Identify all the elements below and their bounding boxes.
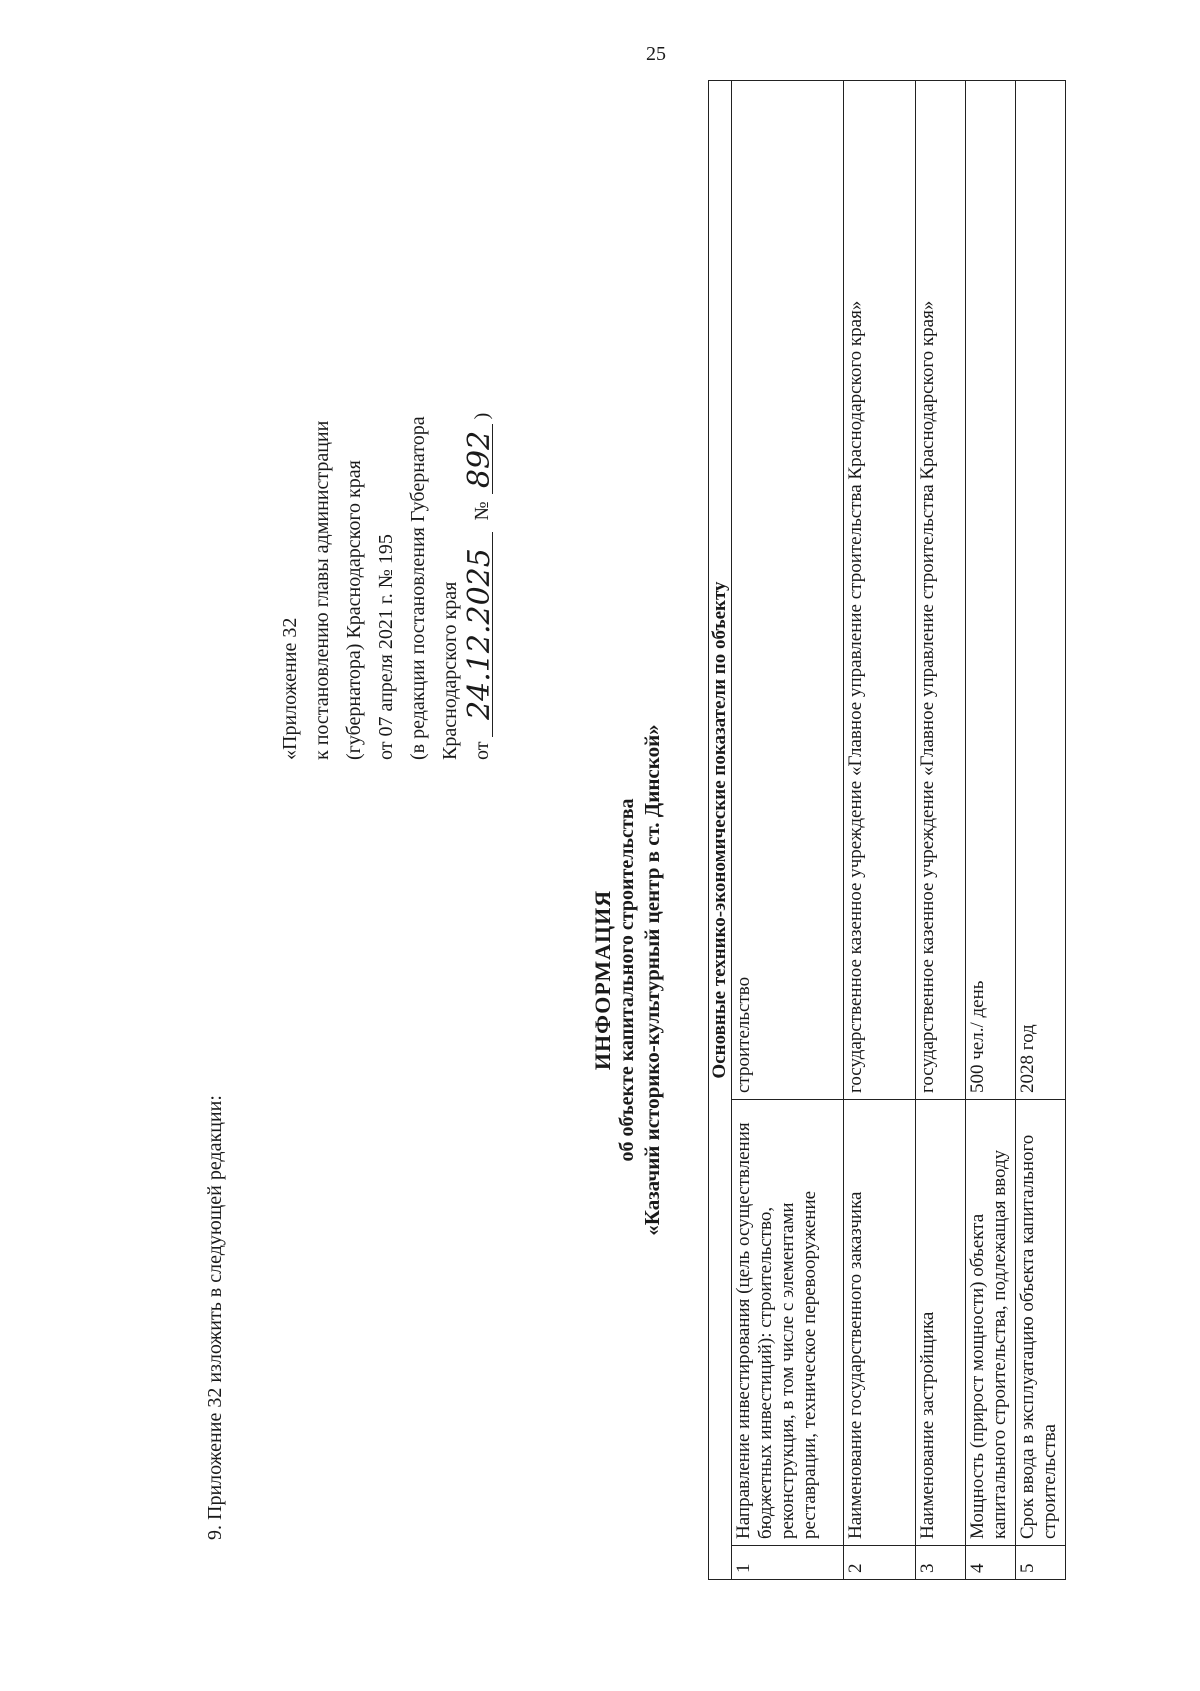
table-row: [844, 81, 916, 1580]
rotated-page-content: [0, 80, 1200, 1660]
table-row: [1016, 81, 1066, 1580]
row-value: 2028 год: [1016, 81, 1066, 1100]
appendix-line: Краснодарского края: [439, 581, 461, 760]
row-number: 5: [1016, 1546, 1066, 1580]
title-object-name: «Казачий историко-культурный центр в ст. Динской»: [640, 724, 664, 1236]
date-prefix: от: [471, 741, 493, 760]
appendix-date-line: [462, 100, 498, 760]
table-row: [916, 81, 966, 1580]
document-title: [590, 700, 665, 1260]
appendix-header: [274, 100, 498, 760]
number-sign: №: [471, 501, 493, 521]
row-number: 1: [732, 1546, 844, 1580]
table-header: Основные технико-экономические показатели по объекту: [709, 81, 732, 1580]
row-number: 2: [844, 1546, 916, 1580]
handwritten-number: 892: [468, 424, 493, 494]
row-value: государственное казенное учреждение «Главное управление строительства Краснодарского края»: [916, 81, 966, 1100]
table-row: [732, 81, 844, 1580]
row-indicator: Наименование государственного заказчика: [844, 1100, 916, 1546]
page-number: 25: [646, 43, 666, 65]
row-indicator: Мощность (прирост мощности) объекта капитального строительства, подлежащая вводу: [966, 1100, 1016, 1546]
appendix-line: «Приложение 32: [279, 617, 301, 760]
row-indicator: Направление инвестирования (цель осуществления бюджетных инвестиций): строительство, реконструкция, в том числе с элементами реставрации, техническое перевооружение: [732, 1100, 844, 1546]
row-value: 500 чел./ день: [966, 81, 1016, 1100]
row-indicator: Наименование застройщика: [916, 1100, 966, 1546]
appendix-line: к постановлению главы администрации: [311, 420, 333, 760]
appendix-line: (губернатора) Краснодарского края: [343, 460, 365, 760]
intro-paragraph: 9. Приложение 32 изложить в следующей редакции:: [204, 1095, 226, 1540]
title-subtitle: об объекте капитального строительства: [616, 798, 638, 1162]
table-header-row: [709, 81, 732, 1580]
row-number: 4: [966, 1546, 1016, 1580]
title-main: ИНФОРМАЦИЯ: [590, 889, 615, 1071]
indicators-table: [708, 80, 1066, 1580]
closing-paren: ): [471, 412, 493, 420]
row-value: государственное казенное учреждение «Главное управление строительства Краснодарского края»: [844, 81, 916, 1100]
row-value: строительство: [732, 81, 844, 1100]
handwritten-date: 24.12.2025: [468, 532, 493, 737]
appendix-line: (в редакции постановления Губернатора: [407, 416, 429, 760]
row-number: 3: [916, 1546, 966, 1580]
table-row: [966, 81, 1016, 1580]
row-indicator: Срок ввода в эксплуатацию объекта капитального строительства: [1016, 1100, 1066, 1546]
appendix-line: от 07 апреля 2021 г. № 195: [375, 534, 397, 760]
